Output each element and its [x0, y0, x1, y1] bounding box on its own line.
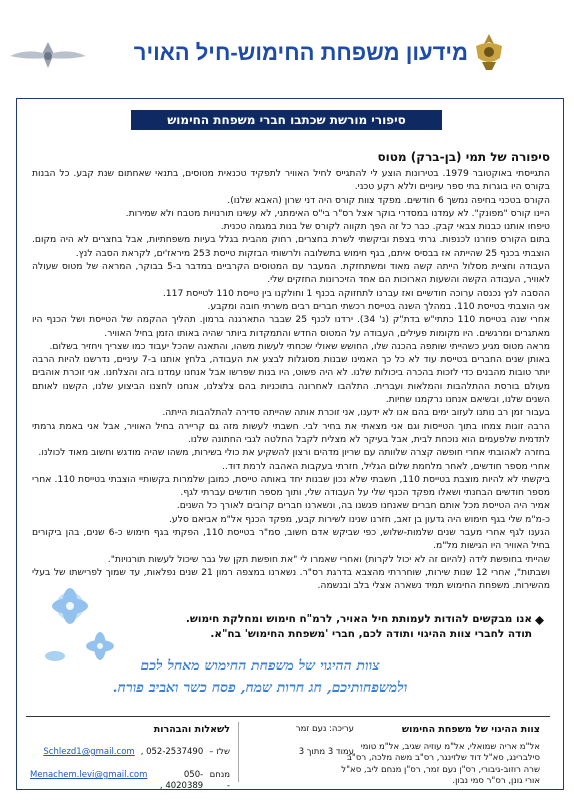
contact-phone: 050-4020389 ,	[159, 770, 204, 791]
story-title: סיפורה של תמי (בן-ברק) מטוס	[377, 150, 550, 164]
air-force-wings-emblem-icon	[8, 38, 88, 74]
page-header	[70, 30, 506, 82]
contact-email-link[interactable]: Menachem.levi@gmail.com	[30, 770, 148, 780]
steering-team-title: צוות ההיגוי של משפחת החימוש	[401, 724, 540, 735]
editor-label: עריכה: נעם זמר	[295, 724, 354, 734]
contact-row	[30, 747, 230, 758]
diamond-bullet-icon	[535, 616, 544, 625]
page-title: מידעון משפחת החימוש-חיל האויר	[133, 40, 468, 65]
contact-email-link[interactable]: Schlezd1@gmail.com	[43, 747, 135, 757]
contact-phone: 052-2537490 ,	[140, 747, 204, 757]
section-banner: סיפורי מורשת שכתבו חברי משפחת החימוש	[131, 110, 442, 130]
acknowledgement-text: אנו מבקשים להודות לעמותת חיל האויר, לרמ"ח חימוש ומחלקת חימוש. תודה לחברי צוות ההיגוי ותודה לכם, חברי 'משפחת החימוש' בח"א.	[185, 613, 532, 640]
holiday-greeting: צוות ההיגוי של משפחת החימוש מאחל לכם ולמשפחותיכם, חג חרות שמח, פסח כשר ואביב פורח.	[112, 658, 408, 696]
steering-team-section	[340, 724, 540, 788]
footer-column-divider	[238, 722, 239, 782]
ordnance-emblem-icon	[472, 32, 506, 72]
page-number-label: עמוד 3 מתוך 3	[298, 747, 354, 757]
contact-name: מנחם -	[209, 770, 230, 791]
footer-divider	[26, 716, 550, 717]
contact-section	[30, 724, 230, 804]
edit-info	[234, 724, 354, 770]
contact-name: שלז –	[209, 747, 230, 757]
contact-row	[30, 770, 230, 792]
story-article	[32, 150, 550, 593]
steering-team-members: אל"מ אריה שמואלי, אל"מ עוזיה שגיב, אל"מ טומי סילברינג, סא"ל דוד שלזינגר, רס"ב משה מלכה, רס"ב שרה רוזוב-גיבורי, רס"ן נעם זמר, רס"ן מנחם ליב, סא"ל אורי גונן, רס"ר סמי נבון.	[341, 741, 540, 786]
contact-title: לשאלות והבהרות	[153, 724, 230, 735]
story-body: התגייסתי באוקטובר 1979. בטירונות הוצע לי להתגייס לחיל האוויר לתפקיד טכנאית מטוסים, בתנאי שאחתום שנת קבע. כל הבנות בקורס היו בוגרות בתי ספר עיוניים וללא רקע טכני. הקורס בטכני בחיפה נמשך 6 חודשים. מפקד צוות קורס היה דני שרון (האבא שלנו). היינו קורס "מפונק". לא עמדנו במסדרי בוקר אצל רס"ר בי"ס האימתני, לא עשינו תורנויות מטבח ולא שמירות. טיפחו אותנו כבנות צבאי קבק. כבר כל זה הפך תקווה לקורס של בנות במגמה טכנית. בתום הקורס פוזרנו לכנפות. גרתי בצפת וביקשתי לשרת בחצרים, רחוק מהבית בגלל בעיות משפחתיות, אבל בחצרים לא היה מקום. הוצבתי בכנף 25 שהייתה אז בבסיס איתם, בגף חימוש בתשלובה ולרשותי הבזקות טייסת 253 מיראז'ים, לקראת הסבה לנץ. העבודה וחציית מסלול הייתה קשה מאוד ומשתחזקת. המעבר עם המטוסים הקרביים במדבר ב-5 בבוקר, המראה של מטוס שעולה לאוויר, העבודה הקשה והשעות הארוכות הם אחד הזיכרונות החזקים שלי. ההסבה לנץ נכנסה ערוכה חודשיים ואז עברנו לתחזוקה בכנף 1 וחולקנו בין טייסת 110 לטייסת 117. אני הוצבתי בטייסת 110. במהלך השנה בטייסת רכשתי חברים רבים משרתי חובה ומקבע. אחרי שנה בטייסת 110 כתתי"ש בדת"ק (נ' 34). ירדנו לכנף 25 שבבר התארגנה ברמון. תהליך ההקמה של הטייסת ושל הכנף היו מאתגרים ומרגשים. היו מקומות פעילים, העבודה על המטוס החדש והתמקדות ביותר שהיה באותו הזמן בחיל האוויר. מראה מטוס מגיע כשהייתי שותפה בהכנה שלו, החושש שאולי שכחתי לעשות משהו, והתאנה שהכל יעבוד כמו שצריך ויחזיר בשלום. באותן שנים החברים בטייסת עוד לא כל כך האמינו שבנות מסוגלות לבצע את העבודה, בלחץ אותנו ב-7 עיניים, נדרשנו להיות הרבה יותר טובות מהבנים כדי לזכות בהכרה ביכולות שלנו. לא היה פשוט, היו בנות שפרשו אבל אנחנו עמדנו בזה והצלחנו. אני זוכרת אוהבים מעולם בורסת ההתלהבות והמלאות ועברית. התלהבו לאחרונה בתוכניות בהם צלצלנו, אנחנו לחצנו הביצוע שלנו, הקשנו לאותם השנים שלנו, ובשיאם אנחנו נרקמנו שחיות. בעבור זמן רב נותנו לעזוב ימים בהם אנו לא ידענו, אני זוכרת אותה שהייתה סדירה להתלהבות הייתה. הרבה זוגות צמחו בתוך הטייסות וגם אני מצאתי את בחיר לבי. חשבתי לעשות מזה גם קריירה בחיל האוויר, אבל אני באמת גרמתי לתדמית שלפעמים הוא נוכחת לבית, אבל בעיקר לא מצליח לקבל החלטה לגבי החתונה שלנו. בחזרה לאהובתי אחרי חופשה קצרה שלוותה עם שריון מדהים ורצון להשקיע את כולי בשירות, משהו שהיה מודגש וחשוב מאוד לכולנו. אחרי מספר חודשים, לאחר מלחמת שלום הגליל, חזרתי בעקבות האהבה לרמת דוד.. ביקשתי לא להיות מוצבת בטייסת 110, חשבתי שלא נכון שבנות יחד באותה טייסת, כמובן שלמרות בקשותיי הוצבתי בטייסת 110. אחרי מספר חודשים הבחנתי ושאלו מפקד הכנף שלי על העבודה שלי, ותוך מספר חודשים עברתי לגף. אמיר היה הטייסת מכל אותם חברים שאנחנו פגשנו בה, ונשארנו חברים קרובים לאורך כל השנים. כ-מ"מ שלי בגף חימוש היה גדעון בן זאב, חזרנו שנינו לשירות קבע, מפקד הכנף אל"מ אביאם סלע. הגענו לגף אחרי מעבר שנים שלמות-שלוש, כפי שביקש אדם חשוב, סמ"ר בטייסת 110, הפקתי בגף חימוש כ-6 שנים, בהן ביקורים בחיל האוויר היו הגישות מל"מ. שהייתי בחופשת לידה (להיום זה לא יכול לקרות) ואחרי שאמרו לי "את חופשת תקן של גבר שיכול לעשות תורנויות". ושבתות", אחרי 12 שנות שירות, שוחררתי מהצבא בדרגת רס"ר. נשארנו במצפה רמון 21 שנים נפלאות, עד שמוך לפרישתו של בעלי מהשירות. משפחת החימוש תמיד נשארה אצלי בלב ובנשמה.	[32, 168, 550, 592]
